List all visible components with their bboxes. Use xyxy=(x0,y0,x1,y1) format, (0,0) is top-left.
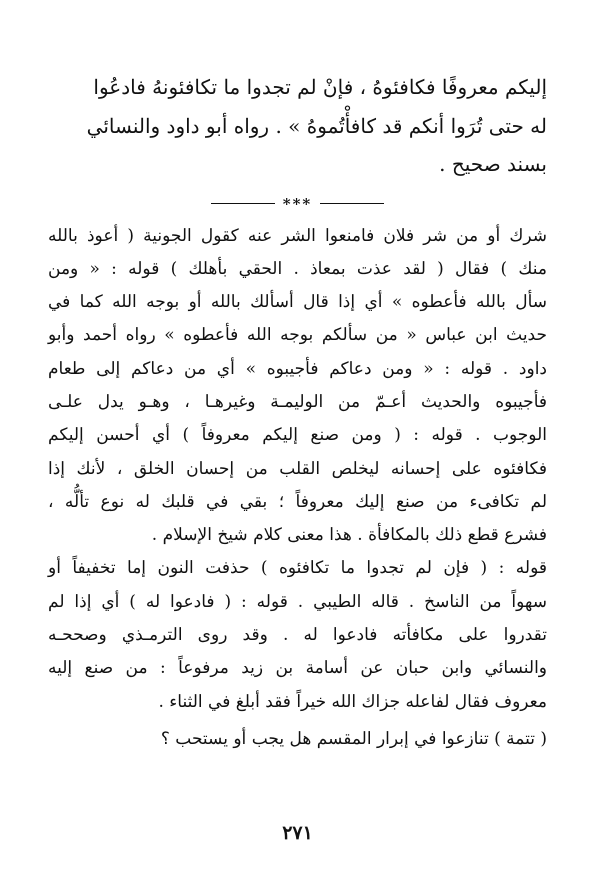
text-line: سهواً من الناسخ . قاله الطيبي . قوله : ( فادعوا له ) أي إذا لم xyxy=(48,591,547,612)
page-number: ٢٧١ xyxy=(282,822,313,844)
text-line: فأجيبوه والحديث أعـمّ من الوليمـة وغيرهـا ، وهـو يدل علـى xyxy=(48,391,547,412)
text-line: له حتى تُرَوا أنكم قد كافأْتُموهُ » . رواه أبو داود والنسائي xyxy=(86,113,547,138)
separator-stars: *** xyxy=(282,194,313,213)
text-line: فكافئوه على إحسانه ليخلص القلب من إحسان الخلق ، لأنك إذا xyxy=(48,458,547,479)
text-line: فشرع قطع ذلك بالمكافأة . هذا معنى كلام شيخ الإسلام . xyxy=(151,525,547,546)
text-line: لم تكافىء من صنع إليك معروفاً ؛ بقي في قلبك له نوع تألُّه ، xyxy=(48,491,547,512)
commentary-paragraph xyxy=(48,220,547,719)
text-line: حديث ابن عباس « من سألكم بوجه الله فأعطوه » رواه أحمد وأبو xyxy=(48,325,547,346)
text-line: قوله : ( فإن لم تجدوا ما تكافئوه ) حذفت النون إما تخفيفاً أو xyxy=(48,558,547,579)
hadith-continuation-paragraph xyxy=(48,68,547,184)
text-line: شرك أو من شر فلان فامنعوا الشر عنه كقول الجونية ( أعوذ بالله xyxy=(48,225,547,246)
separator-rule-right xyxy=(320,203,384,204)
text-line: والنسائي وابن حبان عن أسامة بن زيد مرفوعاً : من صنع إليه xyxy=(48,658,547,679)
text-line: إليكم معروفًا فكافئوهُ ، فإنْ لم تجدوا ما تكافئونهُ فادعُوا xyxy=(93,75,547,99)
text-line: سأل بالله فأعطوه » أي إذا قال أسألك بالله أو بوجه الله كما في xyxy=(48,292,547,313)
text-line: الوجوب . قوله : ( ومن صنع إليكم معروفاً ) أي أحسن إليكم xyxy=(48,425,547,446)
text-line: منك ) فقال ( لقد عذت بمعاذ . الحقي بأهلك ) قوله : « ومن xyxy=(48,258,547,279)
text-line: داود . قوله : « ومن دعاكم فأجيبوه » أي من دعاكم إلى طعام xyxy=(48,358,547,379)
text-line: تقدروا على مكافأته فادعوا له . وقد روى الترمـذي وصححـه xyxy=(48,625,547,646)
section-separator xyxy=(48,192,547,216)
separator-rule-left xyxy=(211,203,275,204)
addendum-line: ( تتمة ) تنازعوا في إبرار المقسم هل يجب أو يستحب ؟ xyxy=(160,728,547,749)
text-line: بسند صحيح . xyxy=(439,152,547,176)
text-line: معروف فقال لفاعله جزاك الله خيراً فقد أبلغ في الثناء . xyxy=(158,691,547,712)
